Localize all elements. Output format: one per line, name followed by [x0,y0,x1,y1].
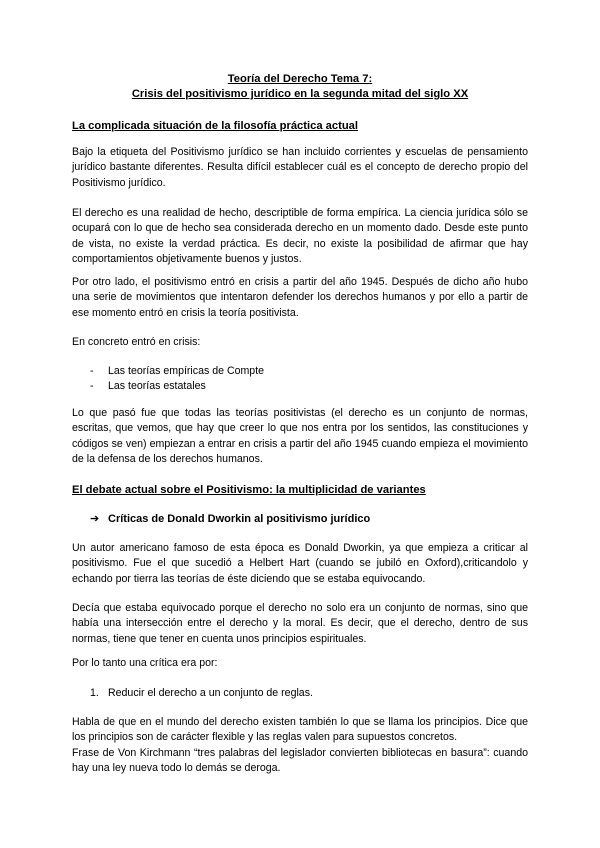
numbered-item-marker: 1. [90,687,99,699]
list-item: Las teorías empíricas de Compte [108,365,265,377]
paragraph-7: Decía que estaba equivocado porque el derecho no solo era un conjunto de normas, sino que había una intersección entre el derecho y la moral. Es decir, que el derecho, dentro de sus normas, tiene que tener en cuenta unos principios espirituales. [72,602,528,645]
section-heading-1: La complicada situación de la filosofía práctica actual [72,120,358,132]
list-item-marker: - [90,380,94,392]
paragraph-2: El derecho es una realidad de hecho, descriptible de forma empírica. La ciencia jurídica sólo se ocupará con lo que de hecho sea considerada derecho en un momento dado. Desde este punto de vista, no existe la verdad práctica. Es decir, no existe la posibilidad de afirmar que hay comportamientos objetivamente buenos y justos. [72,207,528,265]
paragraph-6: Un autor americano famoso de esta época es Donald Dworkin, ya que empieza a criticar al positivismo. Fue el que sucedió a Helbert Hart (cuando se jubiló en Oxford),criticandolo y echando por tierra las teorías de éste diciendo que se estaba equivocando. [72,542,528,585]
paragraph-9: Habla de que en el mundo del derecho existen también lo que se llama los principios. Dice que los principios son de carácter flexible y las reglas valen para supuestos concretos. [72,716,528,744]
list-item-marker: - [90,365,94,377]
list-item: Las teorías estatales [108,380,206,392]
paragraph-10: Frase de Von Kirchmann “tres palabras del legislador convierten bibliotecas en basura”: cuando hay una ley nueva todo lo demás se deroga. [72,747,528,775]
paragraph-1: Bajo la etiqueta del Positivismo jurídico se han incluido corrientes y escuelas de pensamiento jurídico bastante diferentes. Resulta difícil establecer cuál es el concepto de derecho propio del Positivismo jurídico. [72,146,528,189]
arrow-icon: ➔ [90,513,100,525]
subheading: Críticas de Donald Dworkin al positivismo jurídico [108,513,371,525]
section-heading-2: El debate actual sobre el Positivismo: la multiplicidad de variantes [72,484,426,496]
title-line-2: Crisis del positivismo jurídico en la segunda mitad del siglo XX [131,88,469,100]
paragraph-5: Lo que pasó fue que todas las teorías positivistas (el derecho es un conjunto de normas, escritas, que vemos, que hay que creer lo que nos entra por los sentidos, las constituciones y códigos se ven) empiezan a entrar en crisis a partir del año 1945 cuando empieza el movimiento de la defensa de los derechos humanos. [72,407,528,465]
numbered-item: Reducir el derecho a un conjunto de reglas. [108,687,313,699]
paragraph-8: Por lo tanto una crítica era por: [72,657,218,669]
paragraph-3: Por otro lado, el positivismo entró en crisis a partir del año 1945. Después de dicho año hubo una serie de movimientos que intentaron defender los derechos humanos y por ello a partir de ese momento entró en crisis la teoría positivista. [72,276,528,319]
title-line-1: Teoría del Derecho Tema 7: [227,73,373,85]
paragraph-4: En concreto entró en crisis: [72,336,201,348]
